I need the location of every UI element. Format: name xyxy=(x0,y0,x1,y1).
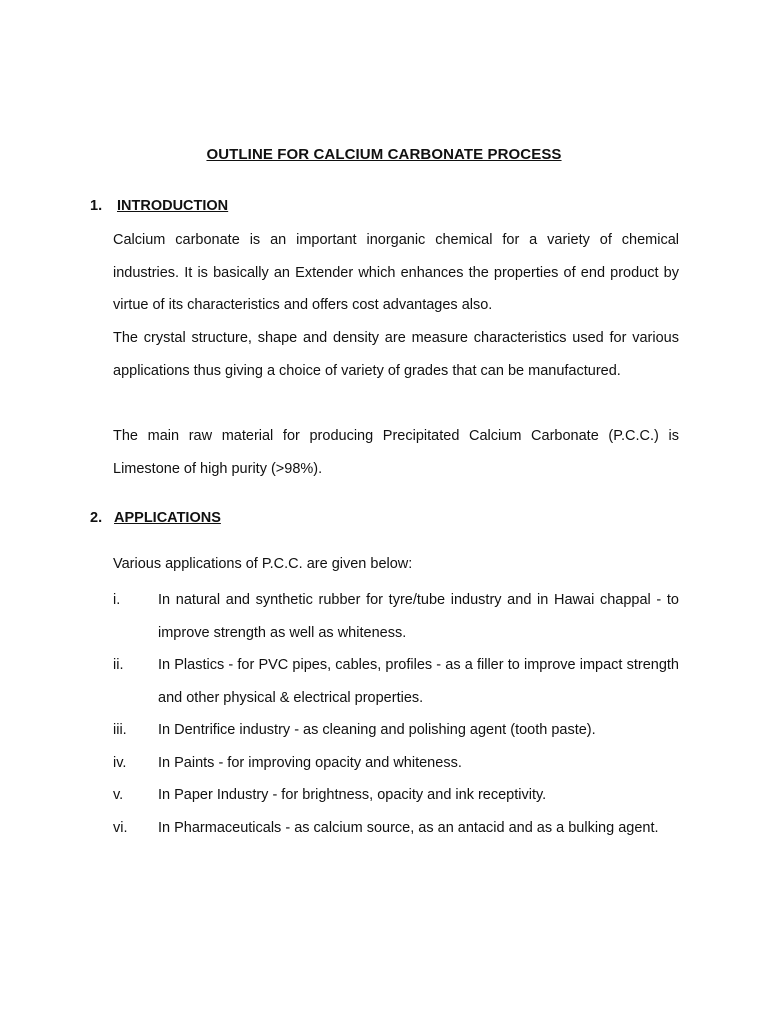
list-item-text: In Plastics - for PVC pipes, cables, profiles - as a filler to improve impact strength and other physical & electrical properties. xyxy=(158,657,679,706)
list-item xyxy=(113,714,679,747)
applications-intro: Various applications of P.C.C. are given below: xyxy=(113,556,413,572)
intro-paragraph: The main raw material for producing Precipitated Calcium Carbonate (P.C.C.) is Limestone of high purity (>98%). xyxy=(113,428,679,477)
section-number: 1. xyxy=(90,198,103,214)
section-number: 2. xyxy=(90,510,103,526)
list-item-number: iv. xyxy=(113,754,127,771)
intro-paragraph: The crystal structure, shape and density are measure characteristics used for various applications thus giving a choice of variety of grades that can be manufactured. xyxy=(113,330,679,379)
list-item xyxy=(113,584,679,649)
list-item-number: i. xyxy=(113,592,121,608)
list-item xyxy=(113,779,679,812)
section-heading-label: INTRODUCTION xyxy=(117,198,229,214)
list-item-number: iii. xyxy=(113,722,127,738)
intro-paragraph: Calcium carbonate is an important inorganic chemical for a variety of chemical industries. It is basically an Extender which enhances the properties of end product by virtue of its characteristics and offers cost advantages also. xyxy=(113,232,679,313)
section-heading-introduction xyxy=(90,198,228,214)
applications-list xyxy=(113,584,679,844)
document-title: OUTLINE FOR CALCIUM CARBONATE PROCESS xyxy=(206,146,562,163)
list-item-number: ii. xyxy=(113,657,124,673)
section-heading-label: APPLICATIONS xyxy=(114,510,221,526)
list-item-text: In Paints - for improving opacity and whiteness. xyxy=(158,754,462,771)
list-item-text: In Pharmaceuticals - as calcium source, as an antacid and as a bulking agent. xyxy=(158,819,659,836)
list-item xyxy=(113,747,679,780)
section-heading-applications xyxy=(90,510,221,526)
list-item-number: v. xyxy=(113,787,124,803)
list-item-number: vi. xyxy=(113,819,128,836)
list-item-text: In Dentrifice industry - as cleaning and polishing agent (tooth paste). xyxy=(158,722,596,738)
list-item-text: In natural and synthetic rubber for tyre/tube industry and in Hawai chappal - to improve strength as well as whiteness. xyxy=(158,592,679,641)
list-item xyxy=(113,812,679,845)
list-item-text: In Paper Industry - for brightness, opacity and ink receptivity. xyxy=(158,787,547,803)
list-item xyxy=(113,649,679,714)
